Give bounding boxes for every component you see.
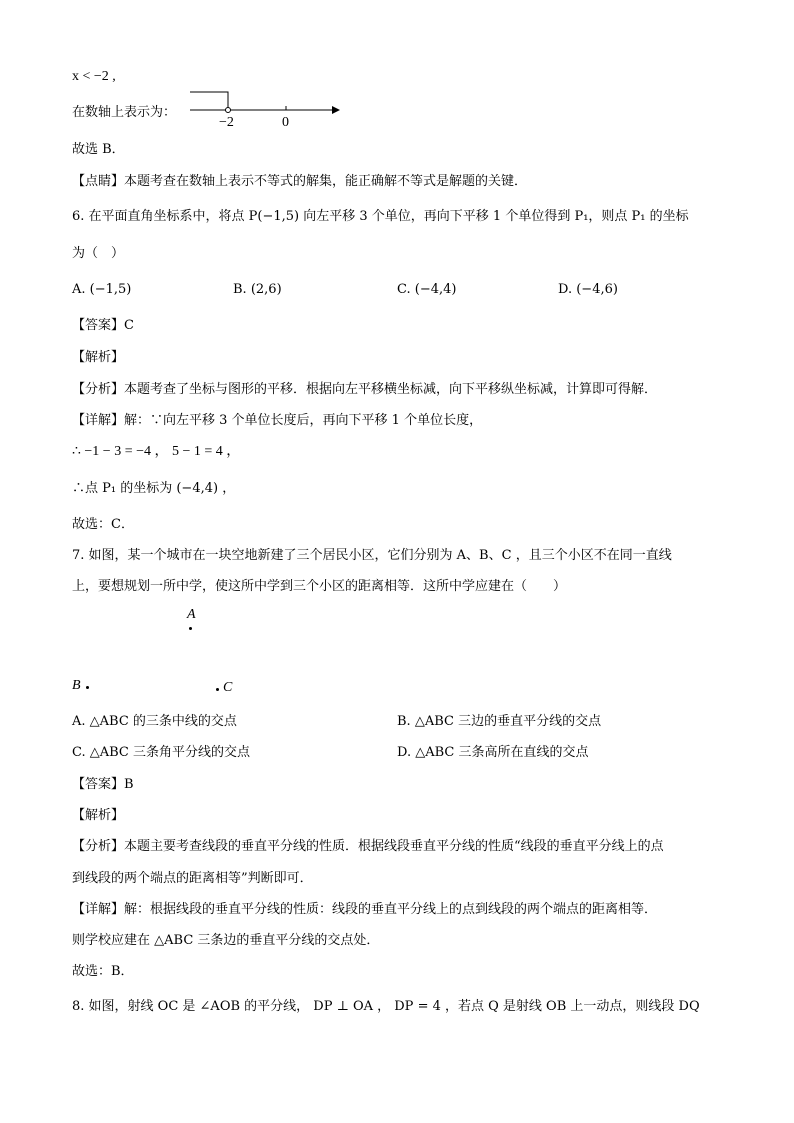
point-c-dot [216, 688, 219, 691]
q7-jiexi: 【解析】 [72, 808, 125, 823]
q5-choose: 故选 B． [72, 142, 125, 157]
q6-calc: ∴ −1 − 3 = −4 ， 5 − 1 = 4 ， [72, 444, 241, 459]
q6-jiexi: 【解析】 [72, 350, 125, 365]
q7-option-a: A. △ABC 的三条中线的交点 [72, 714, 237, 729]
tick-label-neg2: −2 [219, 115, 234, 130]
q6-fenxi: 【分析】本题考查了坐标与图形的平移．根据向左平移横坐标减，向下平移纵坐标减，计算即可得解． [72, 382, 658, 397]
q7-answer: 【答案】B [72, 777, 134, 792]
axis-arrow [332, 106, 340, 114]
q6-option-a: A. (−1,5) [72, 282, 132, 297]
q7-fenxi-line2: 到线段的两个端点的距离相等”判断即可． [72, 871, 313, 886]
q6-option-d: D. (−4,6) [558, 282, 618, 297]
q6-stem-line1: 6. 在平面直角坐标系中，将点 P(−1,5) 向左平移 3 个单位，再向下平移 1 个单位得到 P₁，则点 P₁ 的坐标 [72, 209, 689, 224]
point-c-label: C [223, 680, 233, 695]
q6-option-b: B. (2,6) [233, 282, 282, 297]
solution-ray [190, 92, 228, 110]
q7-stem-line1: 7. 如图，某一个城市在一块空地新建了三个居民小区，它们分别为 A、B、C ，且三个小区不在同一直线 [72, 548, 672, 563]
tick-label-zero: 0 [282, 115, 289, 130]
q7-stem-line2: 上，要想规划一所中学，使这所中学到三个小区的距离相等．这所中学应建在（ ） [72, 579, 567, 594]
q7-choose: 故选：B． [72, 964, 134, 979]
number-line-figure [186, 88, 346, 132]
q6-conclusion: ∴点 P₁ 的坐标为 (−4,4) ， [72, 481, 236, 496]
q8-stem-line1: 8. 如图，射线 OC 是 ∠AOB 的平分线， DP ⊥ OA ， DP = 4 ，若点 Q 是射线 OB 上一动点，则线段 DQ [72, 999, 700, 1014]
q6-stem-line2: 为（ ） [72, 246, 125, 261]
q7-fenxi-line1: 【分析】本题主要考查线段的垂直平分线的性质．根据线段垂直平分线的性质“线段的垂直平分线上的点 [72, 839, 664, 854]
q6-answer: 【答案】C [72, 318, 134, 333]
inequality-result: x < −2 , [72, 69, 116, 84]
q7-xiangjie-line1: 【详解】解：根据线段的垂直平分线的性质：线段的垂直平分线上的点到线段的两个端点的距离相等． [72, 902, 658, 917]
q7-option-b: B. △ABC 三边的垂直平分线的交点 [397, 714, 602, 729]
point-a-dot [189, 627, 192, 630]
numberline-caption: 在数轴上表示为： [72, 105, 177, 120]
q6-choose: 故选：C． [72, 517, 134, 532]
q6-option-c: C. (−4,4) [397, 282, 457, 297]
open-circle-neg2 [226, 108, 231, 113]
q7-option-c: C. △ABC 三条角平分线的交点 [72, 745, 251, 760]
q7-option-d: D. △ABC 三条高所在直线的交点 [397, 745, 589, 760]
point-b-dot [86, 686, 89, 689]
point-b-label: B [72, 678, 81, 693]
q7-xiangjie-line2: 则学校应建在 △ABC 三条边的垂直平分线的交点处． [72, 933, 380, 948]
q5-dianjing: 【点睛】本题考查在数轴上表示不等式的解集，能正确解不等式是解题的关键． [72, 174, 528, 189]
q6-xiangjie: 【详解】解：∵向左平移 3 个单位长度后，再向下平移 1 个单位长度， [72, 413, 483, 428]
point-a-label: A [187, 607, 196, 622]
